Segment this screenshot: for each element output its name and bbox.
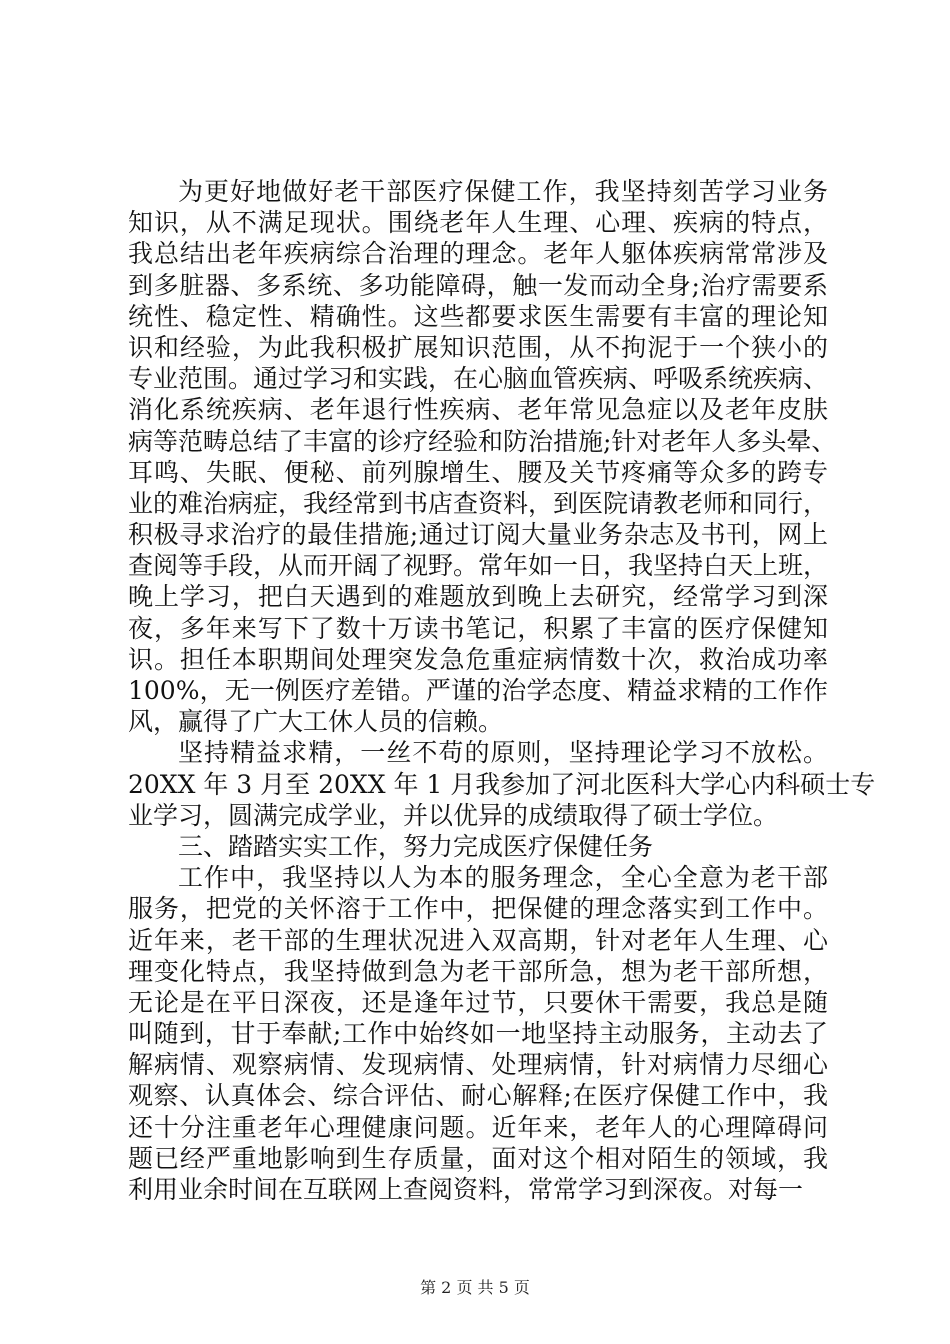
text-line: 20XX 年 3 月至 20XX 年 1 月我参加了河北医科大学心内科硕士专 (128, 769, 876, 799)
text-line: 病等范畴总结了丰富的诊疗经验和防治措施;针对老年人多头晕、 (128, 426, 837, 456)
text-line: 耳鸣、失眠、便秘、前列腺增生、腰及关节疼痛等众多的跨专 (128, 457, 828, 487)
text-line: 叫随到，甘于奉献;工作中始终如一地坚持主动服务，主动去了 (128, 1019, 828, 1049)
text-line: 积极寻求治疗的最佳措施;通过订阅大量业务杂志及书刊，网上 (128, 520, 828, 550)
text-line: 识和经验，为此我积极扩展知识范围，从不拘泥于一个狭小的 (128, 332, 828, 362)
text-line: 坚持精益求精，一丝不苟的原则，坚持理论学习不放松。 (178, 738, 828, 768)
text-line: 消化系统疾病、老年退行性疾病、老年常见急症以及老年皮肤 (128, 395, 828, 425)
paragraph (128, 176, 837, 737)
paragraph (128, 862, 828, 1205)
text-line: 识。担任本职期间处理突发急危重症病情数十次，救治成功率 (128, 644, 828, 674)
text-line: 业学习，圆满完成学业，并以优异的成绩取得了硕士学位。 (128, 800, 779, 830)
text-line: 到多脏器、多系统、多功能障碍，触一发而动全身;治疗需要系 (128, 270, 828, 300)
text-line: 晚上学习，把白天遇到的难题放到晚上去研究，经常学习到深 (128, 582, 828, 612)
text-line: 利用业余时间在互联网上查阅资料，常常学习到深夜。对每一 (128, 1175, 804, 1204)
text-line: 我总结出老年疾病综合治理的理念。老年人躯体疾病常常涉及 (128, 239, 828, 269)
text-line: 查阅等手段，从而开阔了视野。常年如一日，我坚持白天上班， (128, 551, 829, 581)
text-line: 专业范围。通过学习和实践，在心脑血管疾病、呼吸系统疾病、 (128, 364, 829, 394)
text-line: 解病情、观察病情、发现病情、处理病情，针对病情力尽细心 (128, 1050, 828, 1080)
text-line: 夜，多年来写下了数十万读书笔记，积累了丰富的医疗保健知 (128, 613, 828, 643)
text-line: 业的难治病症，我经常到书店查资料，到医院请教老师和同行， (128, 488, 829, 518)
text-line: 100%，无一例医疗差错。严谨的治学态度、精益求精的工作作 (128, 676, 828, 705)
text-line: 还十分注重老年心理健康问题。近年来，老年人的心理障碍问 (128, 1112, 828, 1142)
text-line: 观察、认真体会、综合评估、耐心解释;在医疗保健工作中，我 (128, 1081, 828, 1111)
text-line: 风，赢得了广大工休人员的信赖。 (128, 707, 504, 737)
document-body (128, 176, 876, 1205)
text-line: 服务，把党的关怀溶于工作中，把保健的理念落实到工作中。 (128, 894, 828, 924)
page-number-footer: 第 2 页 共 5 页 (420, 1278, 530, 1297)
text-line: 为更好地做好老干部医疗保健工作，我坚持刻苦学习业务 (178, 177, 828, 206)
text-line: 近年来，老干部的生理状况进入双高期，针对老年人生理、心 (128, 925, 828, 955)
paragraph (128, 737, 876, 831)
text-line: 知识，从不满足现状。围绕老年人生理、心理、疾病的特点， (128, 208, 828, 238)
text-line: 无论是在平日深夜，还是逢年过节，只要休干需要，我总是随 (128, 987, 828, 1017)
section-heading (128, 831, 828, 862)
text-line: 三、踏踏实实工作，努力完成医疗保健任务 (178, 831, 654, 861)
text-line: 工作中，我坚持以人为本的服务理念，全心全意为老干部 (178, 863, 828, 893)
text-line: 题已经严重地影响到生存质量，面对这个相对陌生的领域，我 (128, 1143, 828, 1173)
text-line: 统性、稳定性、精确性。这些都要求医生需要有丰富的理论知 (128, 301, 828, 331)
text-line: 理变化特点，我坚持做到急为老干部所急，想为老干部所想， (128, 956, 828, 986)
